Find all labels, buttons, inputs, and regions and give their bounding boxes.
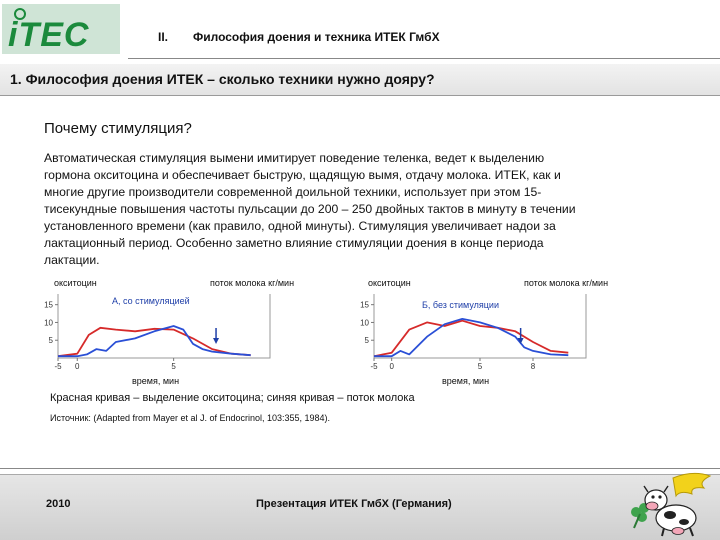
chart-b-right-axis-label: поток молока кг/мин — [524, 278, 609, 288]
x-tick-label: 5 — [477, 362, 483, 371]
y-tick-label: 10 — [360, 318, 369, 328]
chart-b-title: Б, без стимуляции — [422, 300, 499, 310]
chart-a-right-axis-label: поток молока кг/мин — [210, 278, 295, 288]
x-tick-label: 5 — [171, 362, 176, 371]
y-tick-label: 5 — [364, 336, 369, 346]
footer-divider — [0, 468, 720, 469]
chart-source: Источник: (Adapted from Mayer et al J. of Endocrinol, 103:355, 1984). — [50, 413, 331, 423]
footer-text: Презентация ИТЕК ГмбХ (Германия) — [256, 498, 452, 510]
header-title: Философия доения и техника ИТЕК ГмбХ — [193, 30, 440, 44]
section-number: II. — [158, 30, 169, 44]
body-line: лактационный период. Особенно заметно влияние стимуляции доения в конце периода — [44, 236, 544, 250]
y-tick-label: 15 — [44, 300, 53, 310]
x-tick-label: -5 — [370, 362, 378, 371]
logo — [2, 4, 120, 54]
slide-title: 1. Философия доения ИТЕК – сколько техники нужно дояру? — [10, 71, 435, 87]
x-tick-label: 0 — [389, 362, 394, 371]
body-line: лактации. — [44, 253, 100, 267]
end-arrow-head-icon — [213, 338, 219, 344]
chart-b-left-axis-label: окситоцин — [368, 278, 411, 288]
footer-year: 2010 — [46, 498, 71, 510]
body-text — [44, 150, 674, 269]
chart-a-left-axis-label: окситоцин — [54, 278, 97, 288]
subtitle: Почему стимуляция? — [44, 120, 192, 137]
chart-a-xlabel: время, мин — [132, 376, 180, 386]
x-tick-label: 0 — [75, 362, 80, 371]
chart-a — [40, 288, 280, 372]
body-line: тисекундные повышения частоты пульсации до 200 – 250 двойных тактов в минуту в течении — [44, 202, 576, 216]
chart-a-title: А, со стимуляцией — [112, 296, 190, 306]
body-line: установленного времени (как правило, одной минуты). Стимуляция увеличивает надои за — [44, 219, 556, 233]
cow-mascot-icon — [618, 470, 718, 538]
x-tick-label: -5 — [54, 362, 62, 371]
chart-b — [356, 288, 596, 372]
y-tick-label: 5 — [48, 336, 53, 346]
undefined — [58, 294, 270, 358]
y-tick-label: 15 — [360, 300, 369, 310]
oxytocin-line — [374, 321, 568, 357]
body-line: многие другие производители современной доильной техники, использует при этом 15- — [44, 185, 542, 199]
header-divider — [128, 58, 720, 59]
chart-b-xlabel: время, мин — [442, 376, 490, 386]
y-tick-label: 10 — [44, 318, 53, 328]
body-line: Автоматическая стимуляция вымени имитирует поведение теленка, ведет к выделению — [44, 151, 545, 165]
chart-caption: Красная кривая – выделение окситоцина; синяя кривая – поток молока — [50, 392, 415, 404]
logo-text: iTEC — [8, 16, 90, 54]
header — [0, 0, 720, 58]
x-tick-label: 8 — [530, 362, 536, 371]
body-line: гормона окситоцина и обеспечивает быструю, щадящую вымя, отдачу молока. ИТЕК, как и — [44, 168, 561, 182]
